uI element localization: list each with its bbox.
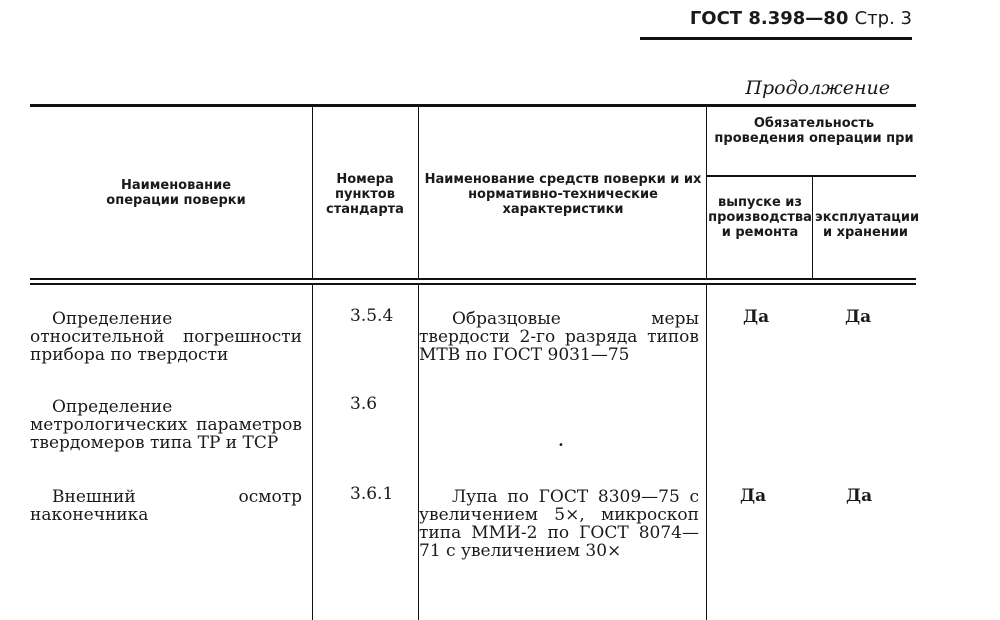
continuation-label: Продолжение	[745, 77, 890, 99]
page-header	[690, 8, 912, 29]
row1-clause: 3.5.4	[350, 306, 394, 326]
col-header-means: Наименование средств поверки и их нормативно-технические характеристики	[424, 172, 702, 217]
col-header-release: выпуске из производства и ремонта	[708, 195, 812, 240]
row3-means: Лупа по ГОСТ 8309—75 с увеличением 5×, микроскоп типа ММИ-2 по ГОСТ 8074—71 с увеличением 30×	[419, 487, 699, 561]
row3-release: Да	[740, 486, 767, 506]
row3-operation: Внешний осмотр наконечника	[30, 487, 302, 525]
header-rule	[640, 37, 912, 40]
standard-number: ГОСТ 8.398—80	[689, 8, 849, 29]
row1-operation: Определение относительной погрешности прибора по твердости	[30, 309, 302, 365]
col-header-operation-storage: эксплуатации и хранении	[815, 210, 920, 240]
group-header-rule	[706, 175, 916, 177]
header-bottom-rule-2	[30, 283, 916, 285]
col-divider-4	[812, 177, 813, 278]
row2-clause: 3.6	[350, 394, 378, 414]
header-bottom-rule	[30, 278, 916, 280]
body-divider-3	[706, 285, 707, 620]
row1-release: Да	[743, 307, 770, 327]
row1-operation-storage: Да	[845, 307, 872, 327]
body-divider-1	[312, 285, 313, 620]
col-divider-3	[706, 107, 707, 278]
page-number: Стр. 3	[854, 8, 912, 29]
col-divider-2	[418, 107, 419, 278]
col-header-mandatory: Обязательность проведения операции при	[714, 116, 914, 146]
row2-operation: Определение метрологических параметров твердомеров типа ТР и ТСР	[30, 397, 302, 453]
print-speck: •	[558, 440, 564, 451]
row3-operation-storage: Да	[846, 486, 873, 506]
row1-means: Образцовые меры твердости 2-го разряда типов МТВ по ГОСТ 9031—75	[419, 309, 699, 365]
col-header-operation: Наименование операции поверки	[106, 178, 246, 208]
col-header-clause: Номера пунктов стандарта	[326, 172, 404, 217]
table-top-rule	[30, 104, 916, 107]
row3-clause: 3.6.1	[350, 484, 394, 504]
